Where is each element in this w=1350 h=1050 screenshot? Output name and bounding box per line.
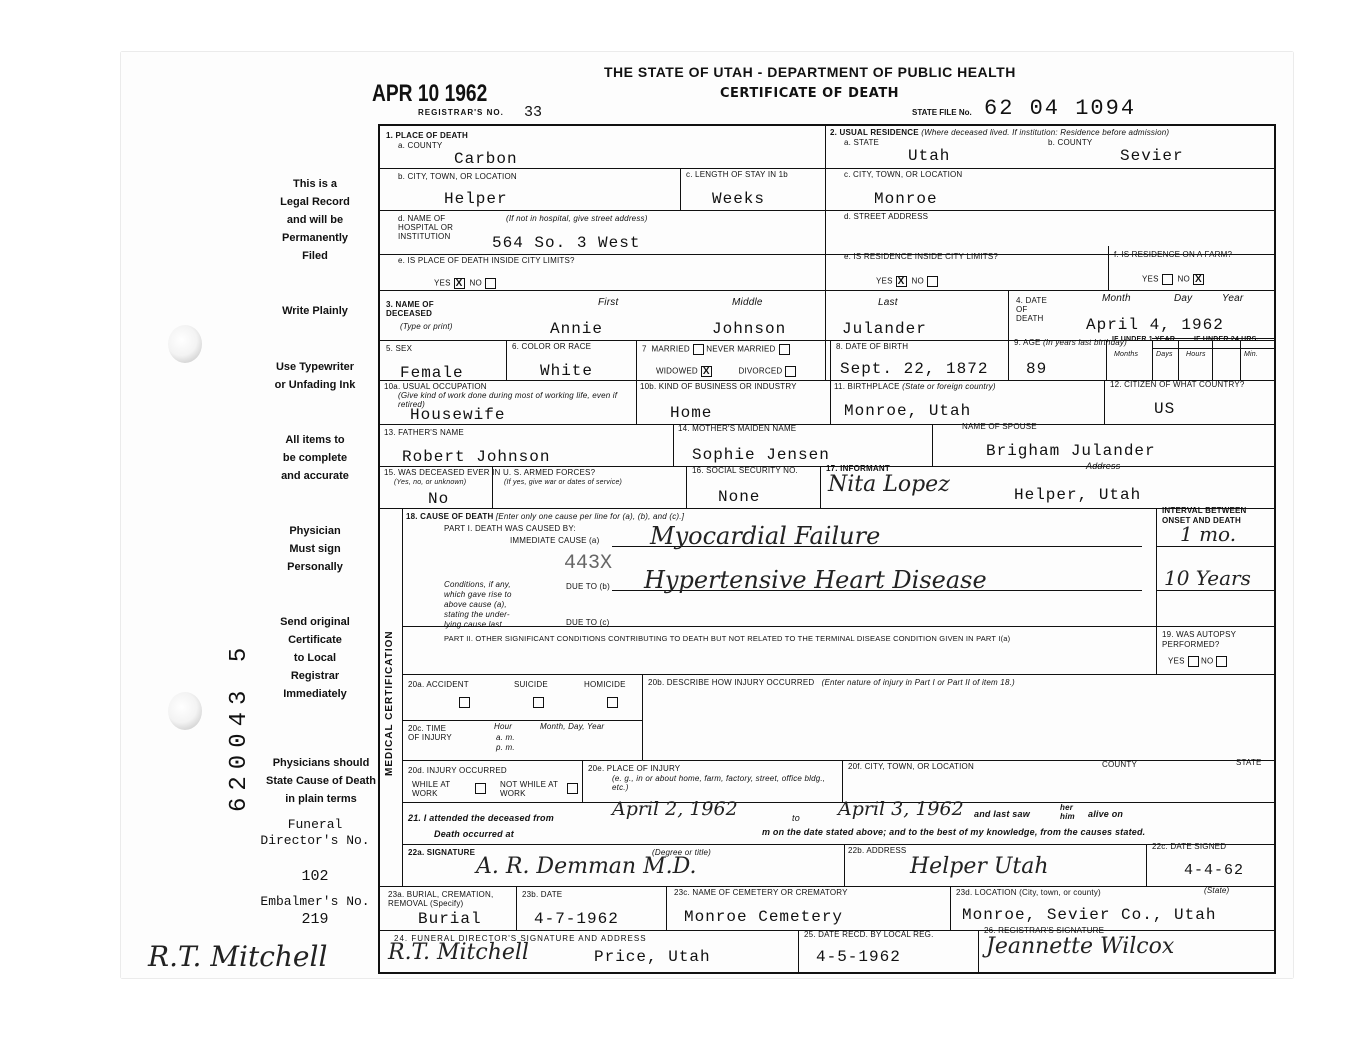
city-value: Helper [444, 190, 508, 208]
part-2-label: PART II. OTHER SIGNIFICANT CONDITIONS CONTRIBUTING TO DEATH BUT NOT RELATED TO THE TERMINAL DISEASE CONDITION GIVEN IN PART I(a) [444, 634, 1011, 643]
age-value: 89 [1026, 360, 1048, 378]
physician-address-label: 22b. ADDRESS [848, 846, 907, 855]
physician-address-value: Helper Utah [910, 854, 1049, 879]
degree-label: (Degree or title) [652, 848, 711, 857]
date-signed-value: 4-4-62 [1184, 862, 1245, 879]
inside-city-yes[interactable]: YES X NO [434, 278, 496, 289]
county-label: a. COUNTY [398, 141, 443, 150]
ssn-value: None [718, 488, 761, 506]
physician-signature: A. R. Demman M.D. [476, 854, 697, 879]
length-of-stay-value: Weeks [712, 190, 766, 208]
occupation-note: (Give kind of work done during most of working life, even if retired) [398, 391, 618, 409]
place-of-injury-label: 20e. PLACE OF INJURY [588, 764, 681, 773]
accident-checkbox[interactable] [456, 694, 470, 712]
date-signed-label: 22c. DATE SIGNED [1152, 842, 1227, 851]
hours-label: Hours [1186, 351, 1206, 358]
cause-plain-terms-note: Physicians should State Cause of Death in plain terms [265, 757, 377, 805]
informant-address: Helper, Utah [1014, 486, 1142, 504]
mother-value: Sophie Jensen [692, 446, 830, 464]
spouse-label: NAME OF SPOUSE [962, 422, 1037, 431]
year-label: Year [1222, 293, 1244, 304]
injury-occurred-label: 20d. INJURY OCCURRED [408, 766, 507, 775]
res-state-value: Utah [908, 147, 951, 165]
cemetery-value: Monroe Cemetery [684, 908, 844, 926]
suicide-checkbox[interactable] [530, 694, 544, 712]
occupation-value: Housewife [410, 406, 506, 424]
race-value: White [540, 362, 594, 380]
conditions-note: Conditions, if any, which gave rise to above cause (a), stating the under- lying cause last. [444, 580, 512, 629]
last-name-value: Julander [842, 320, 927, 338]
ssn-label: 16. SOCIAL SECURITY NO. [692, 466, 798, 475]
accident-label: 20a. ACCIDENT [408, 680, 469, 689]
usual-residence-label: 2. USUAL RESIDENCE (Where deceased lived. If institution: Residence before admission) [830, 128, 1170, 137]
burial-date-value: 4-7-1962 [534, 910, 619, 928]
armed-forces-note-1: (Yes, no, or unknown) [394, 479, 467, 486]
while-at-work-checkbox[interactable] [472, 780, 486, 798]
race-label: 6. COLOR OR RACE [512, 342, 592, 351]
marital-label[interactable]: 7 MARRIED NEVER MARRIED [642, 344, 790, 355]
embalmer-number: 219 [301, 911, 329, 928]
day-label: Day [1174, 293, 1193, 304]
injury-state-label: STATE [1236, 758, 1262, 767]
middle-label: Middle [732, 297, 763, 308]
birth-value: Sept. 22, 1872 [840, 360, 989, 378]
armed-forces-note-2: (If yes, give war or dates of service) [504, 479, 623, 486]
business-value: Home [670, 404, 713, 422]
due-to-b-label: DUE TO (b) [566, 582, 610, 591]
informant-signature: Nita Lopez [828, 472, 950, 497]
signature-label: 22a. SIGNATURE [408, 848, 476, 857]
farm-checkbox[interactable]: YES NO X [1142, 274, 1204, 285]
sex-value: Female [400, 364, 464, 382]
res-county-label: b. COUNTY [1048, 138, 1093, 147]
citizen-value: US [1154, 400, 1176, 418]
city-label: b. CITY, TOWN, OR LOCATION [398, 172, 517, 181]
place-of-injury-note: (e. g., in or about home, farm, factory, street, office bldg., etc.) [612, 774, 826, 792]
cause-of-death-label: 18. CAUSE OF DEATH [Enter only one cause per line for (a), (b), and (c).] [406, 512, 685, 521]
sex-label: 5. SEX [386, 344, 413, 353]
month-label: Month [1102, 293, 1131, 304]
cause-code: 443X [564, 552, 613, 575]
state-file-label: STATE FILE No. [912, 108, 972, 117]
medical-certification-label: MEDICAL CERTIFICATION [384, 630, 395, 776]
certificate-form [378, 124, 1276, 974]
name-of-deceased-label: 3. NAME OF DECEASED [386, 300, 434, 318]
punch-hole-bottom [168, 692, 202, 730]
injury-county-label: COUNTY [1102, 760, 1137, 769]
immediate-cause-value: Myocardial Failure [650, 522, 881, 550]
state-file-number: 62 04 1094 [984, 96, 1137, 121]
type-print-note: (Type or print) [400, 322, 453, 331]
age-label: 9. AGE (In years last birthday) [1014, 338, 1127, 347]
armed-forces-value: No [428, 490, 450, 508]
items-complete-note: All items to be complete and accurate [281, 434, 349, 482]
date-received-label: 25. DATE RECD. BY LOCAL REG. [804, 930, 934, 939]
min-label: Min. [1244, 351, 1259, 358]
citizen-label: 12. CITIZEN OF WHAT COUNTRY? [1110, 380, 1245, 389]
registrar-signature: Jeannette Wilcox [986, 934, 1175, 959]
length-of-stay-label: c. LENGTH OF STAY IN 1b [686, 170, 788, 179]
first-label: First [598, 297, 619, 308]
funeral-director-label: 24. FUNERAL DIRECTOR'S SIGNATURE AND ADDRESS [394, 934, 647, 943]
embalmer-label: Embalmer's No. [260, 894, 370, 909]
injury-city-label: 20f. CITY, TOWN, OR LOCATION [848, 762, 974, 771]
burial-date-label: 23b. DATE [522, 890, 563, 899]
interval-a-value: 1 mo. [1180, 522, 1237, 546]
father-label: 13. FATHER'S NAME [384, 428, 464, 437]
injury-description-label: 20b. DESCRIBE HOW INJURY OCCURRED (Enter nature of injury in Part I or Part II of item 18.) [648, 678, 1015, 687]
month-day-year-label: Month, Day, Year [540, 722, 605, 731]
cemetery-label: 23c. NAME OF CEMETERY OR CREMATORY [674, 888, 848, 897]
stated-causes-label: m on the date stated above; and to the best of my knowledge, from the causes stated. [762, 827, 1146, 837]
physician-sign-note: Physician Must sign Personally [287, 525, 343, 573]
location-label: 23d. LOCATION (City, town, or county) [956, 888, 1101, 897]
due-to-b-value: Hypertensive Heart Disease [644, 566, 987, 594]
res-city-label: c. CITY, TOWN, OR LOCATION [844, 170, 963, 179]
not-while-at-work-label: NOT WHILE AT WORK [500, 780, 558, 798]
hospital-value: 564 So. 3 West [492, 234, 641, 252]
typewriter-note: Use Typewriter or Unfading Ink [274, 361, 356, 391]
interval-label: INTERVAL BETWEEN ONSET AND DEATH [1162, 506, 1247, 525]
suicide-label: SUICIDE [514, 680, 548, 689]
res-county-value: Sevier [1120, 147, 1184, 165]
mother-label: 14. MOTHER'S MAIDEN NAME [678, 424, 797, 433]
farm-label: f. IS RESIDENCE ON A FARM? [1114, 250, 1233, 259]
res-inside-city-yes[interactable]: YES X NO [876, 276, 938, 287]
address-label: Address [1086, 461, 1121, 471]
under-24-hours-label: IF UNDER 24 HRS. [1194, 336, 1259, 343]
first-name-value: Annie [550, 320, 604, 338]
to-label: to [792, 813, 800, 823]
her-him-label: her him [1060, 803, 1075, 821]
autopsy-checkbox[interactable]: YES NO [1168, 656, 1227, 667]
business-label: 10b. KIND OF BUSINESS OR INDUSTRY [640, 382, 797, 391]
res-city-value: Monroe [874, 190, 938, 208]
hour-label: Hour [494, 722, 513, 731]
date-of-death-label: 4. DATE OF DEATH [1016, 296, 1048, 323]
funeral-director-address: Price, Utah [594, 948, 711, 966]
date-of-death-value: April 4, 1962 [1086, 316, 1224, 334]
funeral-director-number: 102 [301, 868, 329, 885]
res-state-label: a. STATE [844, 138, 880, 147]
legal-record-note: This is a Legal Record and will be Permanently Filed [280, 178, 350, 262]
alive-on-label: alive on [1088, 809, 1124, 819]
send-original-note: Send original Certificate to Local Registrar Immediately [280, 616, 350, 700]
autopsy-label: 19. WAS AUTOPSY PERFORMED? [1162, 630, 1236, 649]
homicide-checkbox[interactable] [604, 694, 618, 712]
months-label: Months [1114, 351, 1139, 358]
informant-label: 17. INFORMANT [826, 464, 890, 473]
inside-city-label: e. IS PLACE OF DEATH INSIDE CITY LIMITS? [398, 256, 575, 265]
registrar-signature-label: 26. REGISTRAR'S SIGNATURE [984, 926, 1105, 935]
last-label: Last [878, 297, 898, 308]
punch-hole-top [168, 325, 202, 363]
attended-label: 21. I attended the deceased from [408, 813, 554, 823]
location-value: Monroe, Sevier Co., Utah [962, 906, 1217, 924]
hospital-label: d. NAME OF HOSPITAL OR INSTITUTION [398, 214, 454, 241]
part-1-label: PART I. DEATH WAS CAUSED BY: [444, 524, 576, 533]
birthplace-value: Monroe, Utah [844, 402, 972, 420]
widowed-checkbox[interactable]: WIDOWED X DIVORCED [656, 366, 796, 377]
write-plainly-note: Write Plainly [282, 305, 348, 317]
registrar-label: REGISTRAR'S NO. [418, 108, 504, 117]
spouse-value: Brigham Julander [986, 442, 1156, 460]
attended-to-value: April 3, 1962 [838, 798, 964, 820]
under-1-year-label: IF UNDER 1 YEAR [1112, 336, 1176, 343]
father-value: Robert Johnson [402, 448, 551, 466]
due-to-c-label: DUE TO (c) [566, 618, 610, 627]
burial-value: Burial [418, 910, 482, 928]
funeral-director-signature-margin: R.T. Mitchell [148, 940, 328, 973]
document-title: CERTIFICATE OF DEATH [720, 86, 900, 101]
funeral-director-label: Funeral Director's No. [260, 817, 370, 848]
funeral-director-signature: R.T. Mitchell [388, 940, 529, 965]
interval-b-value: 10 Years [1164, 566, 1251, 590]
place-of-death-label: 1. PLACE OF DEATH [386, 131, 468, 140]
birth-label: 8. DATE OF BIRTH [836, 342, 909, 351]
date-received-value: 4-5-1962 [816, 948, 901, 966]
received-date-stamp: APR 10 1962 [372, 80, 488, 107]
immediate-cause-label: IMMEDIATE CAUSE (a) [510, 536, 600, 545]
state-paren-label: (State) [1204, 886, 1230, 895]
while-at-work-label: WHILE AT WORK [412, 780, 451, 798]
death-occurred-label: Death occurred at [434, 829, 514, 839]
time-of-injury-label: 20c. TIME OF INJURY [408, 724, 452, 742]
vertical-certificate-number: 620043 5 [226, 640, 253, 812]
am-pm-label: a. m. p. m. [496, 733, 515, 752]
not-while-at-work-checkbox[interactable] [564, 780, 578, 798]
homicide-label: HOMICIDE [584, 680, 626, 689]
burial-label: 23a. BURIAL, CREMATION, REMOVAL (Specify) [388, 890, 494, 908]
street-address-label: d. STREET ADDRESS [844, 212, 929, 221]
registrar-number: 33 [524, 104, 543, 121]
days-label: Days [1156, 351, 1173, 358]
birthplace-label: 11. BIRTHPLACE (State or foreign country) [834, 382, 996, 391]
occupation-label: 10a. USUAL OCCUPATION [384, 382, 487, 391]
armed-forces-label: 15. WAS DECEASED EVER IN U. S. ARMED FORCES? [384, 468, 596, 477]
last-saw-label: and last saw [974, 809, 1030, 819]
middle-name-value: Johnson [712, 320, 787, 338]
res-inside-city-label: e. IS RESIDENCE INSIDE CITY LIMITS? [844, 252, 998, 261]
county-value: Carbon [454, 150, 518, 168]
hospital-note: (If not in hospital, give street address) [506, 214, 648, 223]
state-title: THE STATE OF UTAH - DEPARTMENT OF PUBLIC HEALTH [604, 64, 1016, 80]
attended-from-value: April 2, 1962 [612, 798, 738, 820]
